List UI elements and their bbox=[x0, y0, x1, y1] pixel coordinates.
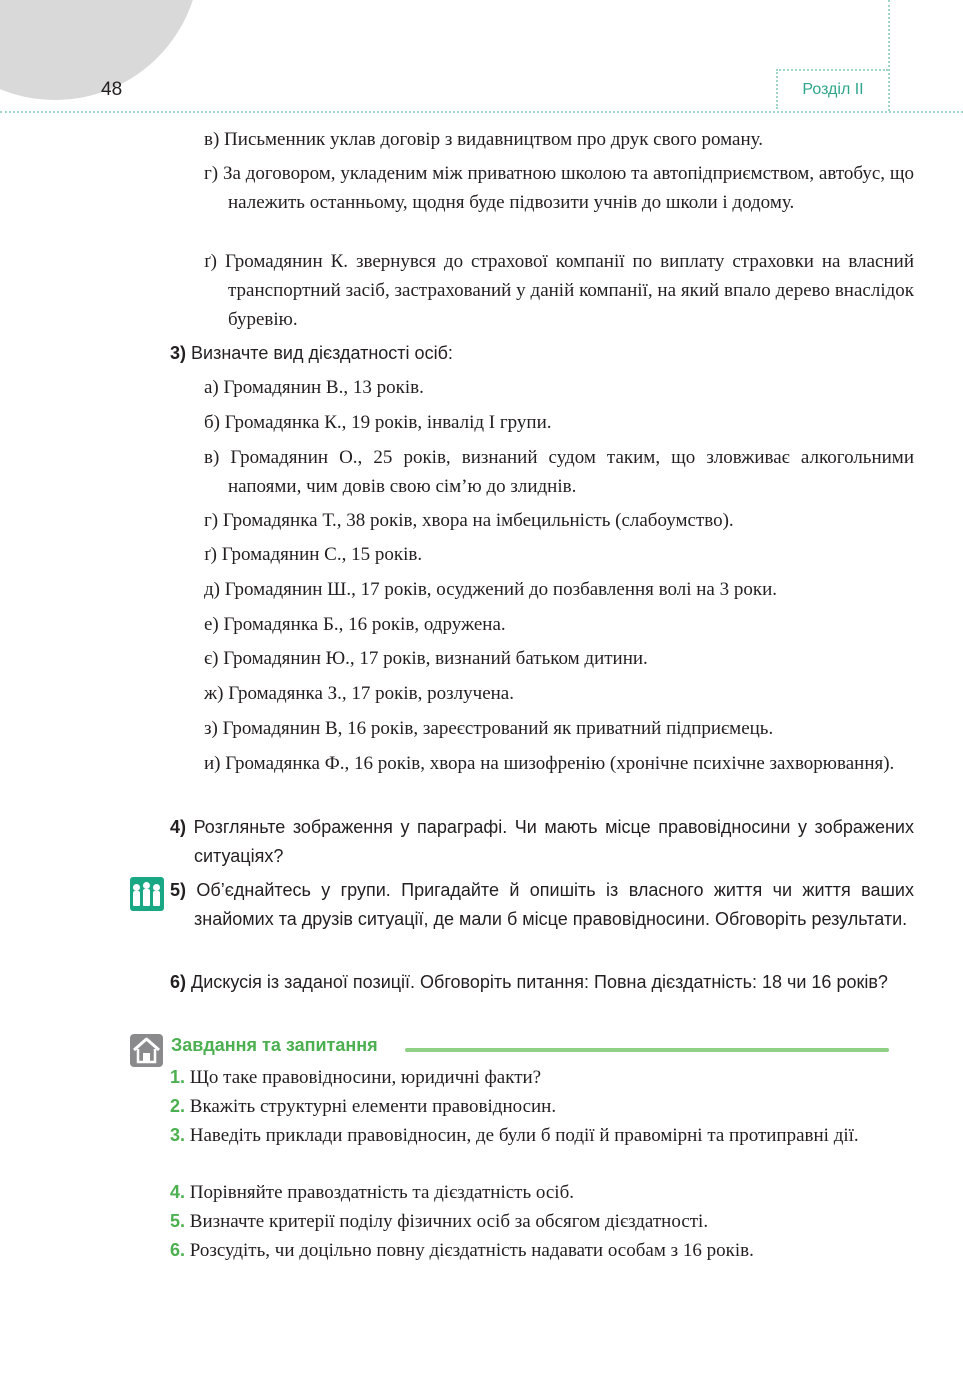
task-number: 6. bbox=[170, 1240, 186, 1260]
list-item: в) Письменник уклав договір з видавництвом про друк свого роману. bbox=[204, 129, 763, 150]
question-5 bbox=[170, 876, 914, 934]
task-text: Наведіть приклади правовідносин, де були б події й правомірні та протиправні дії. bbox=[189, 1125, 859, 1146]
list-item: а) Громадянин В., 13 років. bbox=[204, 377, 424, 398]
task-text: Вкажіть структурні елементи правовідносин. bbox=[189, 1096, 557, 1117]
task-item bbox=[170, 1178, 913, 1207]
question-6 bbox=[170, 968, 914, 997]
task-number: 2. bbox=[170, 1096, 186, 1116]
list-item: є) Громадянин Ю., 17 років, визнаний батьком дитини. bbox=[204, 648, 648, 669]
list-item: з) Громадянин В, 16 років, зареєстрований як приватний підприємець. bbox=[204, 718, 774, 739]
task-text: Що таке правовідносини, юридичні факти? bbox=[189, 1067, 542, 1088]
list-item: в) Громадянин О., 25 років, визнаний судом таким, що зловживає алкогольними напоями, чим довів свою сім’ю до злиднів. bbox=[204, 447, 914, 497]
task-number: 1. bbox=[170, 1067, 186, 1087]
header-rule bbox=[0, 111, 963, 113]
task-item bbox=[170, 1207, 913, 1236]
list-item: ґ) Громадянин С., 15 років. bbox=[204, 544, 423, 565]
group-work-icon bbox=[130, 877, 164, 911]
question-number: 5) bbox=[170, 880, 187, 900]
home-icon bbox=[130, 1034, 163, 1067]
tasks-heading-rule bbox=[405, 1048, 889, 1052]
list-item: и) Громадянка Ф., 16 років, хвора на шизофренію (хронічне психічне захворювання). bbox=[204, 753, 895, 774]
list-item: ж) Громадянка З., 17 років, розлучена. bbox=[204, 683, 514, 704]
list-item: г) Громадянка Т., 38 років, хвора на імбецильність (слабоумство). bbox=[204, 510, 734, 531]
question-text: Дискусія із заданої позиції. Обговоріть питання: Повна дієздатність: 18 чи 16 років? bbox=[191, 972, 888, 992]
header-side-rule bbox=[888, 0, 890, 111]
task-text: Розсудіть, чи доцільно повну дієздатність надавати особам з 16 років. bbox=[189, 1240, 754, 1261]
question-text: Визначте вид дієздатності осіб: bbox=[191, 343, 453, 363]
task-number: 5. bbox=[170, 1211, 186, 1231]
question-number: 4) bbox=[170, 817, 187, 837]
list-item: б) Громадянка К., 19 років, інвалід I групи. bbox=[204, 412, 552, 433]
question-4 bbox=[170, 813, 914, 871]
list-item: ґ) Громадянин К. звернувся до страхової компанії по виплату страховки на власний транспортний засіб, застрахований у даній компанії, на який впало дерево внаслідок буревію. bbox=[204, 251, 914, 330]
task-item bbox=[170, 1063, 913, 1092]
list-item: е) Громадянка Б., 16 років, одружена. bbox=[204, 614, 506, 635]
list-item: д) Громадянин Ш., 17 років, осуджений до позбавлення волі на 3 роки. bbox=[204, 579, 777, 600]
task-item bbox=[170, 1236, 913, 1265]
task-number: 3. bbox=[170, 1125, 186, 1145]
task-item bbox=[170, 1121, 913, 1150]
question-3 bbox=[170, 339, 914, 368]
question-text: Об’єднайтесь у групи. Пригадайте й опишіть із власного життя чи життя ваших знайомих та друзів ситуації, де мали б місце правовідносини. Обговоріть результати. bbox=[194, 880, 914, 929]
corner-decoration bbox=[0, 0, 200, 100]
task-text: Порівняйте правоздатність та дієздатність осіб. bbox=[189, 1182, 575, 1203]
question-number: 6) bbox=[170, 972, 187, 992]
page-number: 48 bbox=[101, 79, 123, 100]
task-text: Визначте критерії поділу фізичних осіб за обсягом дієздатності. bbox=[189, 1211, 709, 1232]
question-number: 3) bbox=[170, 343, 187, 363]
list-item: г) За договором, укладеним між приватною школою та автопідприємством, автобус, що належить останньому, щодня буде підвозити учнів до школи і додому. bbox=[204, 163, 914, 213]
section-label: Розділ II bbox=[776, 69, 888, 109]
question-text: Розгляньте зображення у параграфі. Чи мають місце правовідносини у зображених ситуаціях? bbox=[193, 817, 914, 866]
tasks-heading: Завдання та запитання bbox=[171, 1035, 378, 1055]
task-number: 4. bbox=[170, 1182, 186, 1202]
task-item bbox=[170, 1092, 913, 1121]
